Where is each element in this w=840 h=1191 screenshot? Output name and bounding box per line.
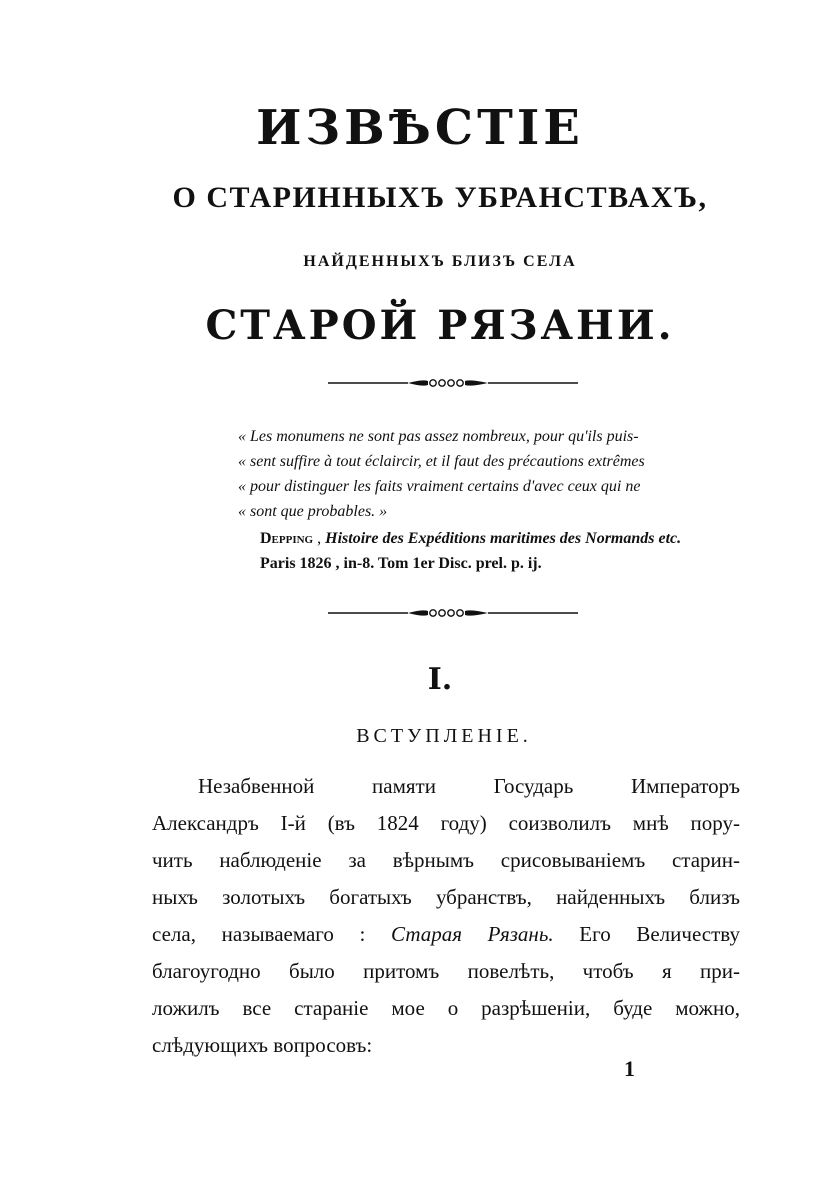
chapter-number: I. (427, 662, 453, 697)
body-line: ныхъ золотыхъ богатыхъ убранствъ, найденныхъ близъ (152, 885, 740, 909)
page-subtitle: О СТАРИННЫХЪ УБРАНСТВАХЪ, (172, 181, 708, 214)
body-line: ложилъ все стараніе мое о разрѣшеніи, буде можно, (152, 996, 740, 1020)
body-line (152, 916, 740, 953)
epigraph-line: « sent suffire à tout éclaircir, et il faut des précautions extrêmes (238, 453, 645, 470)
place-name: СТАРОЙ РЯЗАНИ. (205, 302, 675, 349)
chapter-title: ВСТУПЛЕНІЕ. (356, 725, 532, 747)
body-paragraph (152, 768, 740, 1064)
ornament-rule-icon (328, 376, 578, 390)
page-title: ИЗВѢСТІЕ (256, 100, 584, 156)
body-line: чить наблюденіе за вѣрнымъ срисовываніемъ старин- (152, 848, 740, 872)
body-line: слѣдующихъ вопросовъ: (152, 1033, 373, 1057)
epigraph-line: « pour distinguer les faits vraiment certains d'avec ceux qui ne (238, 478, 641, 495)
body-line: Александръ I-й (въ 1824 году) соизволилъ мнѣ пору- (152, 811, 740, 835)
epigraph-source (260, 526, 750, 576)
page-number: 1 (624, 1056, 635, 1081)
body-line: Незабвенной памяти Государь Императоръ (198, 774, 740, 798)
body-line: благоугодно было притомъ повелѣть, чтобъ я при- (152, 959, 740, 983)
source-separator: , (313, 530, 326, 547)
ornament-divider-top (328, 376, 578, 390)
epigraph-quote (238, 424, 736, 524)
subtitle-line: НАЙДЕННЫХЪ БЛИЗЪ СЕЛА (303, 253, 577, 270)
ornament-divider-bottom (328, 606, 578, 620)
body-line-segment: Его Величеству (553, 922, 740, 946)
ornament-rule-icon (328, 606, 578, 620)
place-reference: Старая Рязань. (391, 922, 554, 946)
epigraph-line: « Les monumens ne sont pas assez nombreux, pour qu'ils puis- (238, 428, 639, 445)
source-author: Depping (260, 530, 314, 547)
source-work: Histoire des Expéditions maritimes des Normands etc. (325, 530, 682, 547)
epigraph-line: « sont que probables. » (238, 503, 388, 520)
source-imprint: Paris 1826 , in-8. Tom 1er Disc. prel. p. ij. (260, 555, 542, 572)
body-line-segment: села, называемаго : (152, 922, 392, 946)
